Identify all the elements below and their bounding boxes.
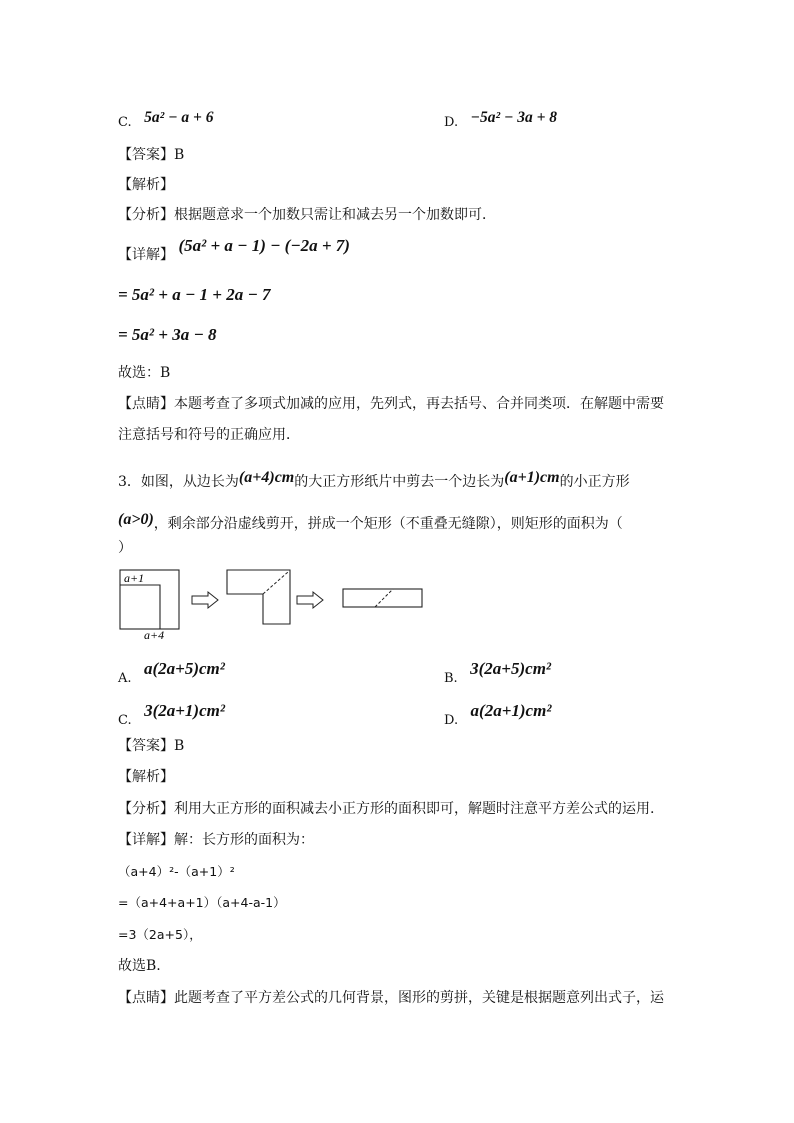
stem-text: 的小正方形: [559, 474, 630, 490]
option-label: D.: [444, 115, 459, 130]
stem-expression: (a+4)cm: [238, 469, 295, 486]
q3-conclusion: 故选B.: [118, 958, 161, 974]
q3-dianjing: 【点睛】此题考查了平方差公式的几何背景，图形的剪拼，关键是根据题意列出式子，运: [118, 990, 664, 1006]
stem-expression: (a+1)cm: [504, 469, 560, 486]
stem-text: 3．如图，从边长为: [118, 474, 239, 490]
label-big-side: a+4: [144, 628, 165, 642]
q3-option-d: [444, 701, 552, 731]
arrow-right-icon: [192, 592, 218, 608]
q3-option-c: [118, 701, 225, 731]
arrow-right-icon: [297, 592, 323, 608]
q2-dianjing-line1: 【点睛】本题考查了多项式加减的应用，先列式，再去括号、合并同类项．在解题中需要: [118, 396, 664, 412]
q3-calc-2: =（a+4+a+1）（a+4-a-1）: [118, 895, 286, 910]
rectangle-dashed-cut: [375, 589, 393, 607]
q2-fenxi: 【分析】根据题意求一个加数只需让和减去另一个加数即可．: [118, 207, 496, 223]
q3-calc-1: （a+4）²-（a+1）²: [118, 864, 235, 879]
small-square-cut: [120, 585, 160, 629]
option-expression: −5a² − 3a + 8: [470, 109, 558, 126]
q3-option-a: [118, 659, 225, 689]
option-label: C.: [118, 713, 132, 728]
q3-stem-line3: ）: [118, 540, 132, 556]
xiangjie-label: 【详解】: [118, 247, 174, 263]
result-rectangle: [343, 589, 422, 607]
calc-step-2: = 5a² + a − 1 + 2a − 7: [118, 285, 271, 304]
q3-stem-line1: [118, 468, 630, 492]
calc-step-1: (5a² + a − 1) − (−2a + 7): [178, 236, 350, 255]
q2-analysis-heading: 【解析】: [118, 177, 174, 193]
q3-answer: 【答案】B: [118, 738, 185, 754]
l-shape-dashed-cut: [263, 572, 288, 594]
option-label: D.: [444, 713, 459, 728]
q3-calc-3: =3（2a+5），: [118, 927, 202, 942]
option-label: C.: [118, 115, 132, 130]
q3-option-b: [444, 659, 552, 689]
label-small-side: a+1: [124, 571, 145, 585]
q2-dianjing-line2: 注意括号和符号的正确应用．: [118, 427, 300, 443]
stem-text: 的大正方形纸片中剪去一个边长为: [294, 474, 505, 490]
calc-step-3: = 5a² + 3a − 8: [118, 325, 217, 344]
option-expression: 5a² − a + 6: [144, 109, 214, 126]
q3-fenxi: 【分析】利用大正方形的面积减去小正方形的面积即可，解题时注意平方差公式的运用.: [118, 801, 655, 817]
option-expression: 3(2a+5)cm²: [470, 659, 552, 678]
q2-option-c: [118, 109, 214, 133]
q2-conclusion: 故选：B: [118, 365, 171, 381]
option-label: B.: [444, 671, 458, 686]
option-expression: 3(2a+1)cm²: [144, 701, 225, 720]
q3-figure: [110, 563, 440, 643]
stem-text: ，剩余部分沿虚线剪开，拼成一个矩形（不重叠无缝隙），则矩形的面积为（: [153, 516, 623, 532]
option-expression: a(2a+5)cm²: [143, 659, 225, 678]
q2-answer: 【答案】B: [118, 147, 185, 163]
option-label: A.: [118, 671, 132, 686]
l-shape: [227, 570, 290, 624]
q3-xiangjie: 【详解】解：长方形的面积为：: [118, 832, 314, 848]
q2-xiangjie: [118, 236, 350, 265]
option-expression: a(2a+1)cm²: [470, 701, 552, 720]
q3-analysis-heading: 【解析】: [118, 769, 174, 785]
stem-expression: (a>0): [118, 511, 154, 528]
q2-option-d: [444, 109, 558, 133]
q3-stem-line2: [118, 510, 623, 534]
